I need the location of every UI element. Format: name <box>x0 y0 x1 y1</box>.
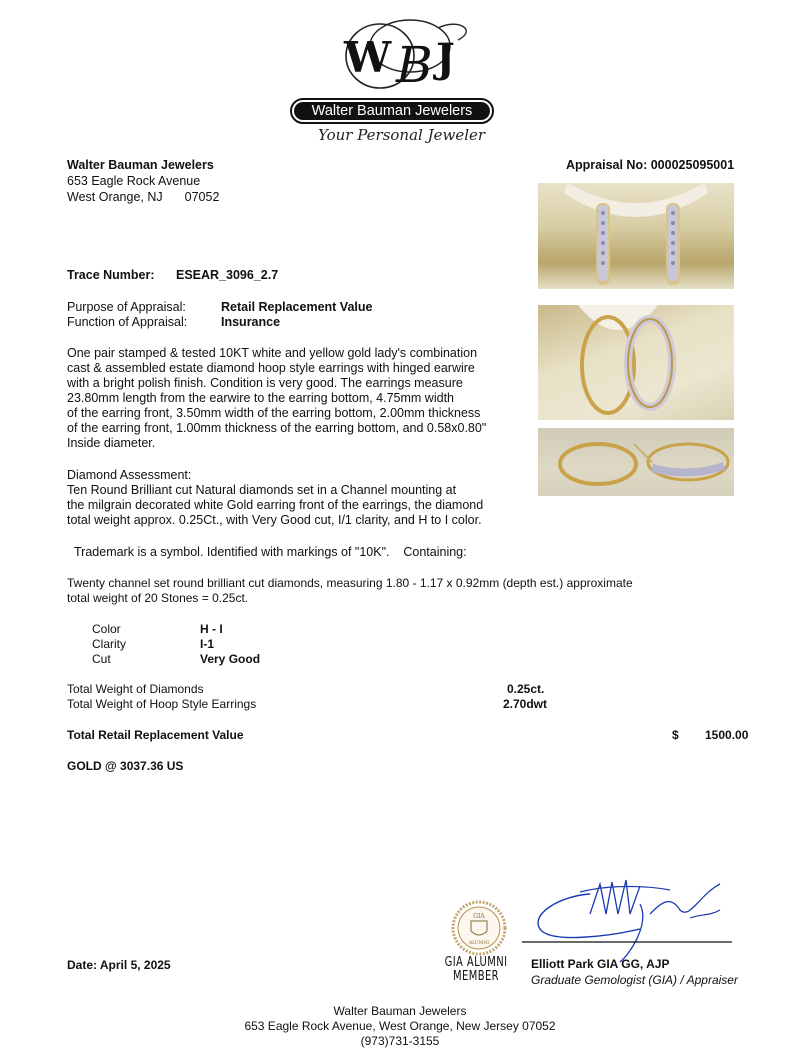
grade-label: Cut <box>92 652 111 666</box>
business-city: West Orange, NJ <box>67 190 163 204</box>
diamond-assessment <box>67 468 483 528</box>
grade-value: H - I <box>200 622 223 636</box>
footer <box>0 1004 800 1049</box>
stones-description <box>67 576 633 606</box>
gia-badge-text <box>444 956 509 984</box>
business-name: Walter Bauman Jewelers <box>67 158 214 172</box>
footer-address: 653 Eagle Rock Avenue, West Orange, New Jersey 07052 <box>244 1019 556 1033</box>
grades-table <box>92 622 260 667</box>
description-line: with a bright polish finish. Condition is very good. The earrings measure <box>67 376 463 390</box>
grade-label: Color <box>92 622 121 636</box>
stones-line: total weight of 20 Stones = 0.25ct. <box>67 591 249 605</box>
gia-seal-top-text: GIA <box>473 913 485 920</box>
diamond-assessment-line: total weight approx. 0.25Ct., with Very Good cut, I/1 clarity, and H to I color. <box>67 513 482 527</box>
logo-banner <box>290 98 494 124</box>
gia-badge-line1: GIA ALUMNI <box>444 955 508 970</box>
grade-value: I-1 <box>200 637 215 651</box>
footer-business-name: Walter Bauman Jewelers <box>333 1004 467 1018</box>
total-currency: $ <box>672 728 679 742</box>
grade-row-color <box>92 622 260 637</box>
wbj-monogram-icon <box>288 8 514 96</box>
weight-value-diamonds: 0.25ct. <box>507 682 545 696</box>
total-label: Total Retail Replacement Value <box>67 728 244 742</box>
earring-photo-2 <box>538 305 734 420</box>
appraiser-title: Graduate Gemologist (GIA) / Appraiser <box>531 973 738 987</box>
diamond-assessment-heading: Diamond Assessment: <box>67 468 192 482</box>
grade-label: Clarity <box>92 637 127 651</box>
footer-phone: (973)731-3155 <box>360 1034 440 1048</box>
grade-row-clarity <box>92 637 260 652</box>
description-line: of the earring front, 3.50mm width of the earring bottom, 2.00mm thickness <box>67 406 481 420</box>
logo-banner-text: Walter Bauman Jewelers <box>294 102 490 120</box>
function-value: Insurance <box>221 315 281 329</box>
appraiser-name: Elliott Park GIA GG, AJP <box>531 957 670 971</box>
weight-label-earrings: Total Weight of Hoop Style Earrings <box>67 697 257 711</box>
business-zip: 07052 <box>184 190 220 204</box>
gia-badge-line2: MEMBER <box>452 969 500 984</box>
stones-line: Twenty channel set round brilliant cut diamonds, measuring 1.80 - 1.17 x 0.92mm (depth est.) approximate <box>67 576 633 590</box>
weight-label-diamonds: Total Weight of Diamonds <box>67 682 204 696</box>
earring-photo-1 <box>538 183 734 289</box>
trace-label: Trace Number: <box>67 268 155 282</box>
appraiser-signature <box>520 874 750 964</box>
appraisal-date: Date: April 5, 2025 <box>67 958 171 972</box>
gia-alumni-badge <box>444 900 520 990</box>
item-description <box>67 346 486 451</box>
grade-value: Very Good <box>200 652 261 666</box>
trace-value: ESEAR_3096_2.7 <box>176 268 279 282</box>
company-logo <box>288 8 514 143</box>
diamond-assessment-line: Ten Round Brilliant cut Natural diamonds set in a Channel mounting at <box>67 483 457 497</box>
gia-seal-bottom-text: ALUMNI <box>468 941 490 946</box>
earring-photo-1-image <box>538 183 734 289</box>
description-line: of the earring front, 1.00mm thickness of the earring bottom, and 0.58x0.80" <box>67 421 487 435</box>
purpose-value: Retail Replacement Value <box>221 300 373 314</box>
business-address: 653 Eagle Rock Avenue <box>67 174 201 188</box>
svg-text:J: J <box>436 35 455 82</box>
earring-photo-2-image <box>538 305 734 420</box>
gia-seal-icon <box>444 900 520 956</box>
appraisal-number: Appraisal No: 000025095001 <box>566 158 735 172</box>
svg-text:W: W <box>344 33 392 82</box>
logo-tagline: Your Personal Jeweler <box>318 126 486 144</box>
description-line: cast & assembled estate diamond hoop style earrings with hinged earwire <box>67 361 475 375</box>
description-line: One pair stamped & tested 10KT white and yellow gold lady's combination <box>67 346 478 360</box>
trademark-line: Trademark is a symbol. Identified with markings of "10K". Containing: <box>74 545 467 559</box>
earring-photo-3-image <box>538 428 734 496</box>
total-value: 1500.00 <box>705 728 749 742</box>
diamond-assessment-line: the milgrain decorated white Gold earring front of the earrings, the diamond <box>67 498 484 512</box>
function-label: Function of Appraisal: <box>67 315 188 329</box>
description-line: Inside diameter. <box>67 436 156 450</box>
description-line: 23.80mm length from the earwire to the earring bottom, 4.75mm width <box>67 391 454 405</box>
grade-row-cut <box>92 652 260 667</box>
purpose-label: Purpose of Appraisal: <box>67 300 186 314</box>
earring-photo-3 <box>538 428 734 496</box>
business-city-state <box>67 190 219 205</box>
svg-text:B: B <box>396 36 433 94</box>
weight-value-earrings: 2.70dwt <box>503 697 548 711</box>
gold-price: GOLD @ 3037.36 US <box>67 759 184 773</box>
